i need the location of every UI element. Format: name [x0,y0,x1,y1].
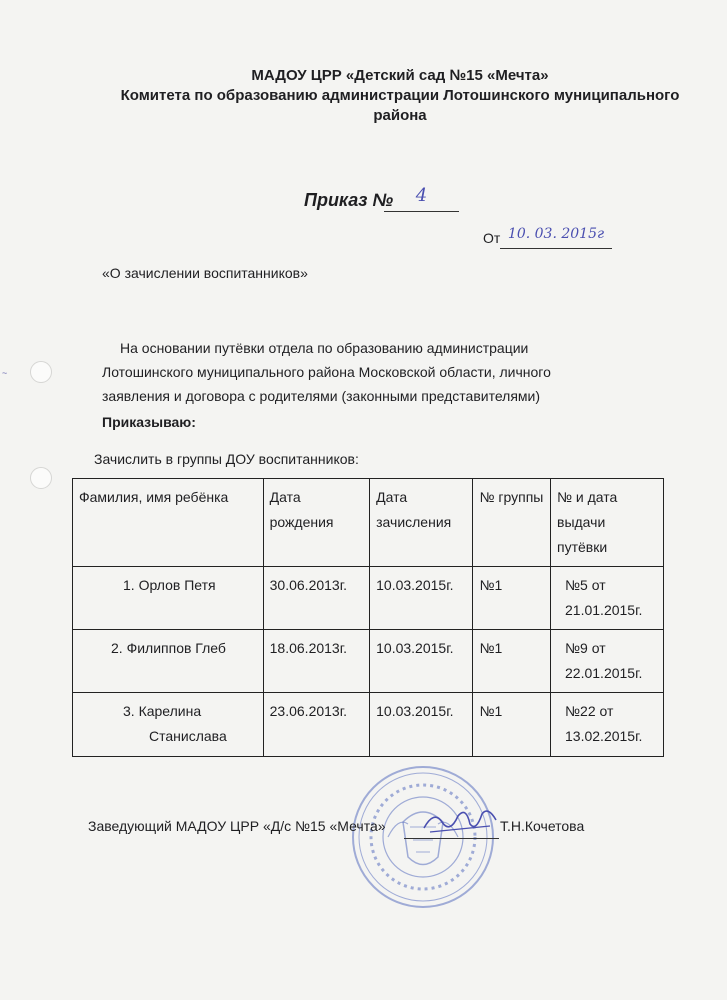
handwritten-signature-icon [420,802,500,838]
row-number: 3. [123,703,135,719]
voucher-number: №9 от [565,640,606,656]
header-cell: Фамилия, имя ребёнка [73,479,264,567]
basis-line-1: На основании путёвки отдела по образованию администрации [120,340,529,356]
child-name: Орлов Петя [138,577,216,593]
birth-cell: 23.06.2013г. [263,693,369,757]
from-label: От [483,230,501,246]
voucher-cell [551,630,664,693]
voucher-cell [551,693,664,757]
enrolled-cell: 10.03.2015г. [370,630,473,693]
header-line-2: Комитета по образованию администрации Лотошинского муниципального [120,87,680,104]
header-cell: № и дата выдачи путёвки [551,479,664,567]
header-cell: Дата рождения [263,479,369,567]
order-subject: «О зачислении воспитанников» [102,265,308,281]
child-name-line-2: Станислава [149,728,227,744]
director-name: Т.Н.Кочетова [500,818,585,834]
voucher-number: №5 от [565,577,606,593]
name-cell [73,567,264,630]
header-cell: Дата зачисления [370,479,473,567]
row-number: 2. [111,640,123,656]
header-line-1: МАДОУ ЦРР «Детский сад №15 «Мечта» [251,67,549,84]
order-title: Приказ № [304,190,394,210]
order-number: 4 [384,185,459,212]
pupils-table [72,478,664,757]
enrolled-cell: 10.03.2015г. [370,693,473,757]
signature-label: Заведующий МАДОУ ЦРР «Д/с №15 «Мечта» [88,818,386,834]
table-row [73,630,664,693]
voucher-date: 21.01.2015г. [565,602,643,618]
header-cell: № группы [473,479,551,567]
name-cell [73,630,264,693]
table-row [73,567,664,630]
group-cell: №1 [473,567,551,630]
child-name: Карелина [138,703,202,719]
enroll-text: Зачислить в группы ДОУ воспитанников: [94,451,359,467]
voucher-date: 13.02.2015г. [565,728,643,744]
row-number: 1. [123,577,135,593]
table-row [73,693,664,757]
header-line-3: района [373,107,427,124]
group-cell: №1 [473,630,551,693]
voucher-number: №22 от [565,703,614,719]
name-cell [73,693,264,757]
punch-hole-icon [30,361,52,383]
basis-line-3: заявления и договора с родителями (законными представителями) [102,388,541,404]
birth-cell: 30.06.2013г. [263,567,369,630]
decree-word: Приказываю: [102,414,196,430]
order-date: 10. 03. 2015г [500,226,612,249]
child-name: Филиппов Глеб [126,640,226,656]
voucher-date: 22.01.2015г. [565,665,643,681]
basis-line-2: Лотошинского муниципального района Московской области, личного [102,364,551,380]
group-cell: №1 [473,693,551,757]
punch-hole-icon [30,467,52,489]
voucher-cell [551,567,664,630]
birth-cell: 18.06.2013г. [263,630,369,693]
enrolled-cell: 10.03.2015г. [370,567,473,630]
table-header-row [73,479,664,567]
scan-mark: ~ [2,368,8,378]
